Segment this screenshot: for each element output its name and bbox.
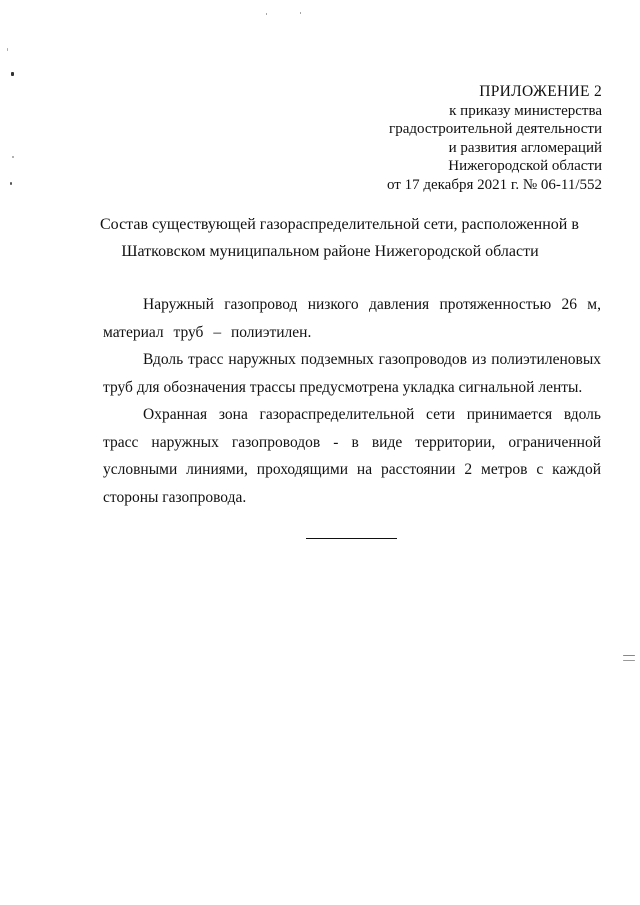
appendix-line: и развития агломераций (448, 139, 602, 156)
appendix-line: градостроительной деятельности (389, 121, 602, 137)
body-paragraph: Вдоль трасс наружных подземных газопроводов из полиэтиленовых труб для обозначения трассы предусмотрена укладка сигнальной ленты. (103, 351, 601, 396)
scan-speck (623, 655, 635, 656)
appendix-line: Нижегородской области (448, 158, 602, 174)
document-title-line: Состав существующей газораспределительной сети, расположенной в (100, 216, 579, 233)
appendix-order-date: от 17 декабря 2021 г. № 06-11/552 (386, 176, 602, 193)
closing-rule (306, 538, 397, 539)
appendix-header (282, 83, 602, 194)
scan-speck (12, 156, 14, 158)
scan-speck (7, 48, 8, 51)
scan-speck (10, 182, 12, 185)
scan-speck (266, 13, 267, 15)
appendix-line: к приказу министерства (449, 102, 602, 119)
document-body (103, 291, 601, 511)
body-paragraph: Охранная зона газораспределительной сети принимается вдоль трасс наружных газопроводов - в виде территории, ограниченной условными линиями, проходящими на расстоянии 2 метров с каждой стороны газопровода. (103, 406, 601, 506)
scan-speck (300, 12, 301, 14)
scan-speck (623, 660, 635, 661)
scan-speck (11, 72, 14, 76)
appendix-title: ПРИЛОЖЕНИЕ 2 (479, 83, 602, 100)
document-title-line: Шатковском муниципальном районе Нижегородской области (121, 243, 539, 260)
body-paragraph: Наружный газопровод низкого давления протяженностью 26 м, материал труб – полиэтилен. (103, 296, 601, 341)
document-title (100, 211, 579, 265)
